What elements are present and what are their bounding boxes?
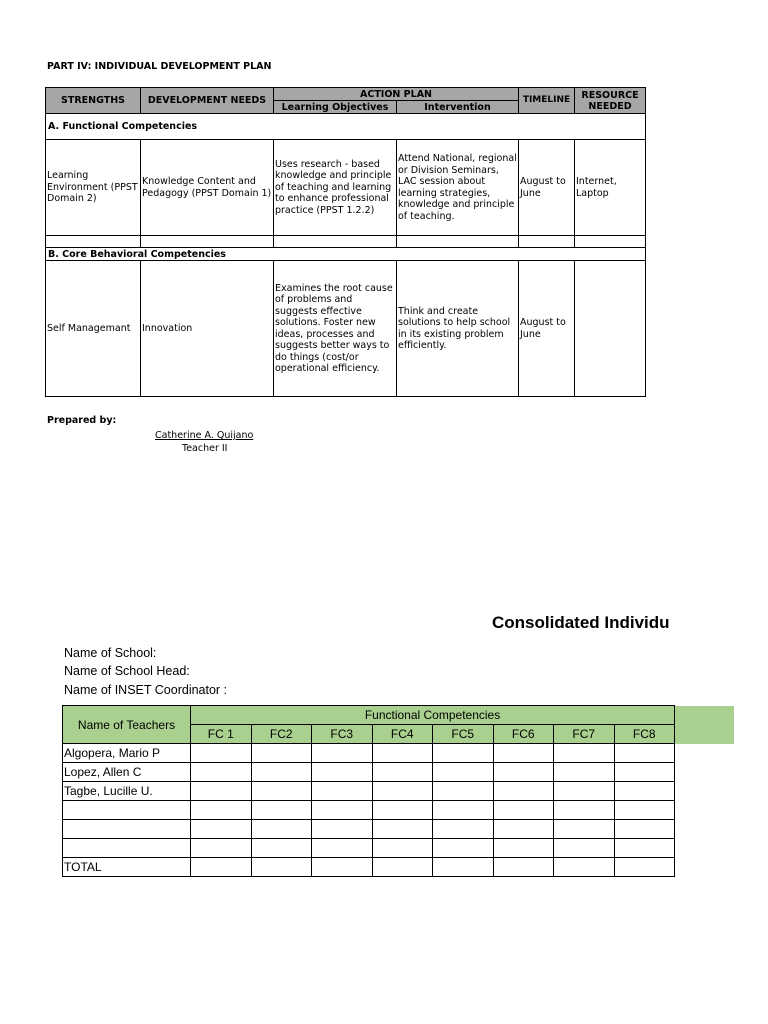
cell-resource	[575, 261, 646, 397]
header-fill-extension	[674, 706, 734, 744]
teacher-name: Lopez, Allen C	[63, 763, 191, 782]
cell-learning-objective: Examines the root cause of problems and suggests effective solutions. Foster new ideas, processes and suggests better ways to do things (cost/or operational efficiency.	[274, 261, 397, 397]
empty-cell	[397, 236, 519, 248]
header-resource-needed: RESOURCE NEEDED	[575, 88, 646, 114]
cell-timeline: August to June	[519, 261, 575, 397]
empty-cell	[141, 236, 274, 248]
total-row	[63, 858, 675, 877]
cell-timeline: August to June	[519, 140, 575, 236]
header-strengths: STRENGTHS	[46, 88, 141, 114]
teacher-name: Tagbe, Lucille U.	[63, 782, 191, 801]
table-row	[63, 820, 675, 839]
header-fc5: FC5	[433, 725, 494, 744]
empty-cell	[575, 236, 646, 248]
header-fc8: FC8	[614, 725, 675, 744]
header-fc7: FC7	[554, 725, 615, 744]
table-row	[63, 801, 675, 820]
header-fc6: FC6	[493, 725, 554, 744]
empty-cell	[274, 236, 397, 248]
development-plan-table	[45, 87, 646, 397]
cell-strength: Self Managemant	[46, 261, 141, 397]
header-fc3: FC3	[312, 725, 373, 744]
inset-coordinator-label: Name of INSET Coordinator :	[64, 683, 228, 697]
school-head-label: Name of School Head:	[64, 664, 190, 678]
table-row	[63, 763, 675, 782]
consolidated-table	[62, 705, 675, 877]
header-name-of-teachers: Name of Teachers	[63, 706, 191, 744]
teacher-name: Algopera, Mario P	[63, 744, 191, 763]
header-timeline: TIMELINE	[519, 88, 575, 114]
table-row	[63, 744, 675, 763]
consolidated-title: Consolidated Individu	[492, 613, 670, 632]
cell-intervention: Attend National, regional or Division Seminars, LAC session about learning strategies, knowledge and principle of teaching.	[397, 140, 519, 236]
header-development-needs: DEVELOPMENT NEEDS	[141, 88, 274, 114]
header-fc1: FC 1	[191, 725, 252, 744]
empty-cell	[46, 236, 141, 248]
preparer-title: Teacher II	[182, 443, 228, 454]
cell-learning-objective: Uses research - based knowledge and principle of teaching and learning to enhance professional practice (PPST 1.2.2)	[274, 140, 397, 236]
section-core-behavioral-competencies: B. Core Behavioral Competencies	[46, 248, 646, 261]
section-functional-competencies: A. Functional Competencies	[46, 114, 646, 140]
table-row	[63, 839, 675, 858]
part-title: PART IV: INDIVIDUAL DEVELOPMENT PLAN	[47, 61, 272, 72]
school-name-label: Name of School:	[64, 646, 157, 660]
cell-strength: Learning Environment (PPST Domain 2)	[46, 140, 141, 236]
header-functional-competencies: Functional Competencies	[191, 706, 675, 725]
table-row	[63, 782, 675, 801]
header-action-plan: ACTION PLAN	[274, 88, 519, 101]
header-intervention: Intervention	[397, 101, 519, 114]
header-fc2: FC2	[251, 725, 312, 744]
cell-development-need: Innovation	[141, 261, 274, 397]
empty-cell	[519, 236, 575, 248]
prepared-by-label: Prepared by:	[47, 415, 117, 426]
cell-intervention: Think and create solutions to help school in its existing problem efficiently.	[397, 261, 519, 397]
cell-development-need: Knowledge Content and Pedagogy (PPST Domain 1)	[141, 140, 274, 236]
cell-resource: Internet, Laptop	[575, 140, 646, 236]
total-label: TOTAL	[63, 858, 191, 877]
header-fc4: FC4	[372, 725, 433, 744]
header-learning-objectives: Learning Objectives	[274, 101, 397, 114]
preparer-name: Catherine A. Quijano	[155, 430, 254, 441]
